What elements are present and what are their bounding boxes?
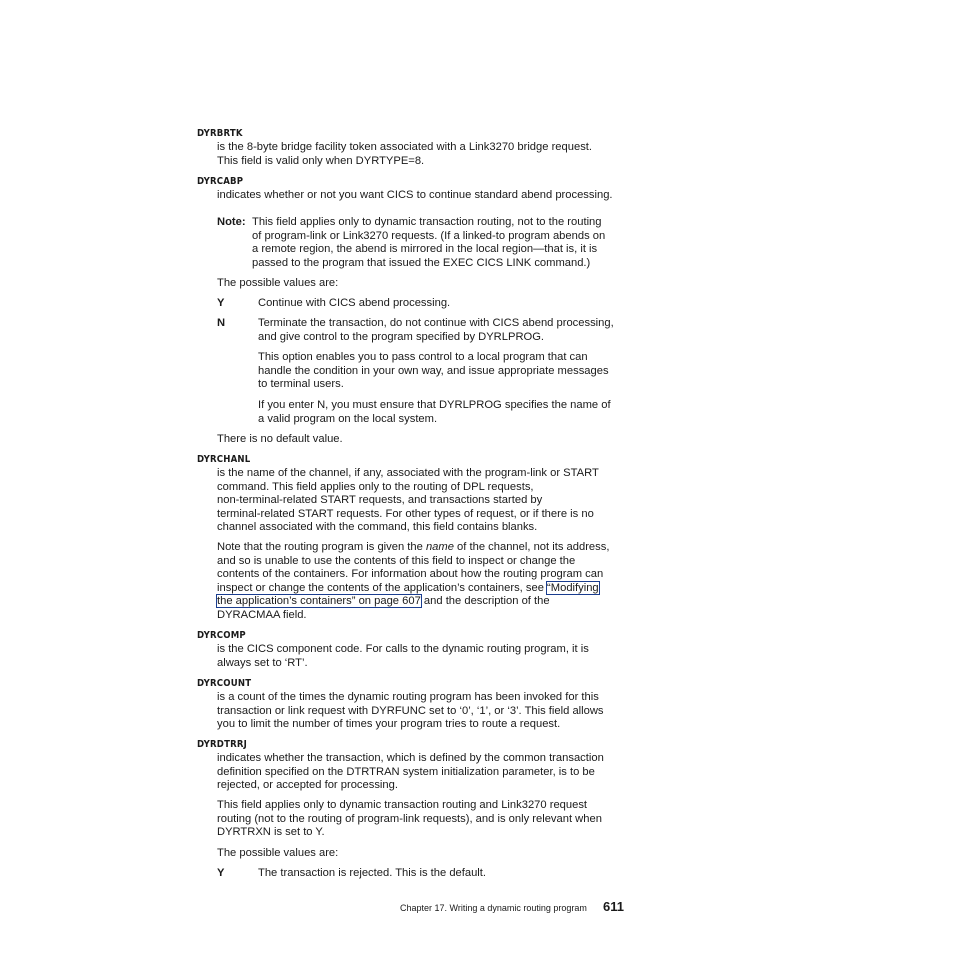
text-line: This field applies only to dynamic transaction routing and Link3270 request [217, 799, 588, 811]
text-line: definition specified on the DTRTRAN system initialization parameter, is to be [217, 765, 595, 778]
page-number: 611 [603, 899, 624, 914]
text-line: Note that the routing program is given the name of the channel, not its address, [217, 541, 610, 553]
note-label: Note: [217, 216, 246, 228]
field-desc-dyrcomp [217, 643, 637, 670]
text-line: is the 8-byte bridge facility token associated with a Link3270 bridge request. [217, 141, 592, 153]
text-line: This option enables you to pass control to a local program that can [258, 351, 588, 363]
text-line: If you enter N, you must ensure that DYRLPROG specifies the name of [258, 399, 611, 411]
field-desc-dyrchanl-para2 [217, 541, 637, 623]
note-body [252, 216, 605, 270]
text-line: is the name of the channel, if any, associated with the program-link or START [217, 467, 599, 479]
text-line: rejected, or accepted for processing. [217, 779, 398, 792]
value-key-y: Y [217, 297, 225, 309]
text-line: indicates whether the transaction, which is defined by the common transaction [217, 752, 604, 764]
text-line: DYRACMAA field. [217, 608, 307, 621]
text-line: the application’s containers” on page 607 and the description of the [217, 595, 550, 608]
field-term-dyrchanl: DYRCHANL [197, 454, 251, 465]
text-line: channel associated with the command, this field contains blanks. [217, 521, 538, 534]
field-desc-dyrchanl [217, 467, 637, 535]
text-line: always set to ‘RT’. [217, 656, 308, 669]
possible-values-intro: The possible values are: [217, 277, 339, 289]
field-desc-dyrdtrrj [217, 752, 637, 793]
text-line: command. This field applies only to the routing of DPL requests, [217, 480, 534, 493]
field-term-dyrdtrrj: DYRDTRRJ [197, 739, 248, 750]
value-desc-n [258, 317, 638, 344]
text-line: inspect or change the contents of the application’s containers, see “Modifying [217, 581, 599, 594]
value-desc-n-para2 [258, 351, 638, 392]
field-desc-dyrdtrrj-para2 [217, 799, 637, 840]
field-term-dyrbrtk: DYRBRTK [197, 128, 243, 139]
possible-values-intro-2: The possible values are: [217, 847, 339, 859]
field-desc-dyrcount [217, 691, 637, 732]
text-line: to terminal users. [258, 378, 344, 391]
text-line: a valid program on the local system. [258, 412, 438, 425]
text-line: of program-link or Link3270 requests. (If a linked-to program abends on [252, 229, 606, 242]
value-desc-n-para3 [258, 399, 638, 426]
text-line: This field is valid only when DYRTYPE=8. [217, 154, 425, 167]
text-line: you to limit the number of times your program tries to route a request. [217, 718, 561, 731]
cross-reference-link[interactable]: “Modifying [547, 581, 599, 594]
text-line: is the CICS component code. For calls to the dynamic routing program, it is [217, 643, 589, 655]
value-desc-y-2: The transaction is rejected. This is the default. [258, 867, 487, 879]
field-desc-dyrcabp: indicates whether or not you want CICS to continue standard abend processing. [217, 189, 613, 201]
text-line: a remote region, the abend is mirrored in the local region—that is, it is [252, 243, 598, 256]
emphasis-name: name [425, 541, 454, 553]
field-term-dyrcabp: DYRCABP [197, 176, 244, 187]
text-line: non-terminal-related START requests, and transactions started by [217, 494, 543, 507]
field-term-dyrcount: DYRCOUNT [197, 678, 252, 689]
text-line: This field applies only to dynamic transaction routing, not to the routing [252, 216, 602, 228]
text-line: contents of the containers. For information about how the routing program can [217, 568, 604, 581]
text-line: Terminate the transaction, do not continue with CICS abend processing, [258, 317, 614, 329]
text-line: DYRTRXN is set to Y. [217, 826, 325, 839]
default-value-note: There is no default value. [217, 433, 343, 445]
text-line: and so is unable to use the contents of this field to inspect or change the [217, 554, 576, 567]
text-line: is a count of the times the dynamic routing program has been invoked for this [217, 691, 599, 703]
text-line: routing (not to the routing of program-link requests), and is only relevant when [217, 812, 602, 825]
text-line: terminal-related START requests. For other types of request, or if there is no [217, 507, 594, 520]
value-key-y-2: Y [217, 867, 225, 879]
text-line: transaction or link request with DYRFUNC set to ‘0’, ‘1’, or ‘3’. This field allows [217, 704, 604, 717]
field-term-dyrcomp: DYRCOMP [197, 630, 246, 641]
value-desc-y: Continue with CICS abend processing. [258, 297, 451, 309]
field-desc-dyrbrtk [217, 141, 637, 168]
text-line: passed to the program that issued the EXEC CICS LINK command.) [252, 256, 591, 269]
cross-reference-link-cont[interactable]: the application’s containers” on page 607 [217, 595, 421, 608]
text-line: and give control to the program specified by DYRLPROG. [258, 330, 545, 343]
value-key-n: N [217, 317, 226, 329]
text-line: handle the condition in your own way, and issue appropriate messages [258, 364, 609, 377]
footer-chapter-title: Chapter 17. Writing a dynamic routing program [400, 903, 587, 913]
